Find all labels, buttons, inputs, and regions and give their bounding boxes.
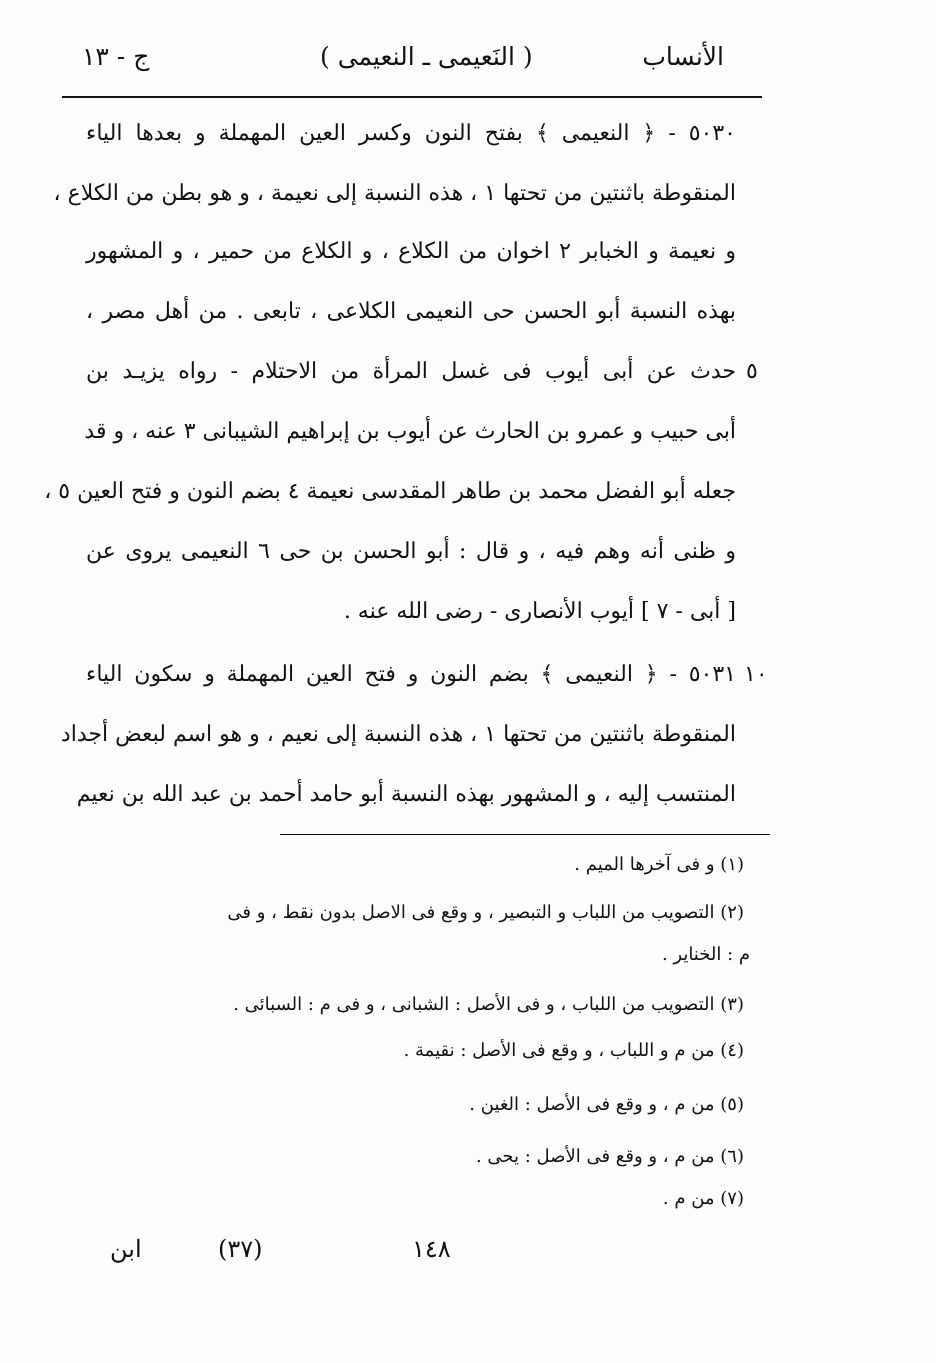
body-line-11: المنقوطة باثنتين من تحتها ١ ، هذه النسبة إلى نعيم ، و هو اسم لبعض أجداد bbox=[60, 722, 736, 747]
volume-label: ج - ١٣ bbox=[82, 42, 150, 71]
body-line-9: [ أبى - ٧ ] أيوب الأنصارى - رضى الله عنه . bbox=[343, 599, 736, 624]
entry-5031-line-1: ٥٠٣١ - ﴿ النعيمى ﴾ بضم النون و فتح العين المهملة و سكون الياء bbox=[86, 662, 736, 687]
body-line-5: حدث عن أبى أيوب فى غسل المرأة من الاحتلام - رواه يزيـد بن bbox=[86, 359, 736, 384]
footnote-2: (٢) التصويب من اللباب و التبصير ، و وقع فى الاصل بدون نقط ، و فى bbox=[227, 902, 744, 923]
body-line-12: المنتسب إليه ، و المشهور بهذه النسبة أبو حامد أحمد بن عبد الله بن نعيم bbox=[76, 782, 736, 807]
body-line-2: المنقوطة باثنتين من تحتها ١ ، هذه النسبة إلى نعيمة ، و هو بطن من الكلاع ، bbox=[53, 181, 736, 206]
running-title: الأنساب bbox=[642, 42, 724, 71]
footnote-4: (٤) من م و اللباب ، و وقع فى الأصل : نقيمة . bbox=[403, 1040, 744, 1061]
footnote-2-continuation: م : الخناير . bbox=[661, 944, 750, 965]
footnote-rule bbox=[280, 834, 770, 835]
page-heading: ( النَعيمى ـ النعيمى ) bbox=[320, 42, 533, 71]
body-line-3: و نعيمة و الخبابر ٢ اخوان من الكلاع ، و الكلاع من حمير ، و المشهور bbox=[86, 239, 737, 264]
footnote-6: (٦) من م ، و وقع فى الأصل : يحى . bbox=[475, 1146, 744, 1167]
body-line-8: و ظنى أنه وهم فيه ، و قال : أبو الحسن بن حى ٦ النعيمى يروى عن bbox=[86, 539, 736, 564]
page-number: ١٤٨ bbox=[412, 1235, 451, 1263]
signature-mark: (٣٧) bbox=[218, 1235, 263, 1263]
catchword: ابن bbox=[110, 1235, 142, 1263]
footnote-3: (٣) التصويب من اللباب ، و فى الأصل : الشبانى ، و فى م : السبائى . bbox=[233, 994, 744, 1015]
header-rule bbox=[62, 96, 762, 98]
footnote-1: (١) و فى آخرها الميم . bbox=[574, 854, 744, 875]
body-line-4: بهذه النسبة أبو الحسن حى النعيمى الكلاعى ، تابعى . من أهل مصر ، bbox=[86, 299, 736, 324]
footnote-7: (٧) من م . bbox=[662, 1188, 744, 1209]
line-number-5: ٥ bbox=[746, 359, 758, 384]
body-line-6: أبى حبيب و عمرو بن الحارث عن أيوب بن إبراهيم الشيبانى ٣ عنه ، و قد bbox=[84, 419, 736, 444]
body-line-7: جعله أبو الفضل محمد بن طاهر المقدسى نعيمة ٤ بضم النون و فتح العين ٥ ، bbox=[44, 479, 736, 504]
footnote-5: (٥) من م ، و وقع فى الأصل : الغين . bbox=[469, 1094, 744, 1115]
entry-5030-line-1: ٥٠٣٠ - ﴿ النعيمى ﴾ بفتح النون وكسر العين المهملة و بعدها الياء bbox=[86, 121, 736, 146]
line-number-10: ١٠ bbox=[744, 662, 768, 687]
